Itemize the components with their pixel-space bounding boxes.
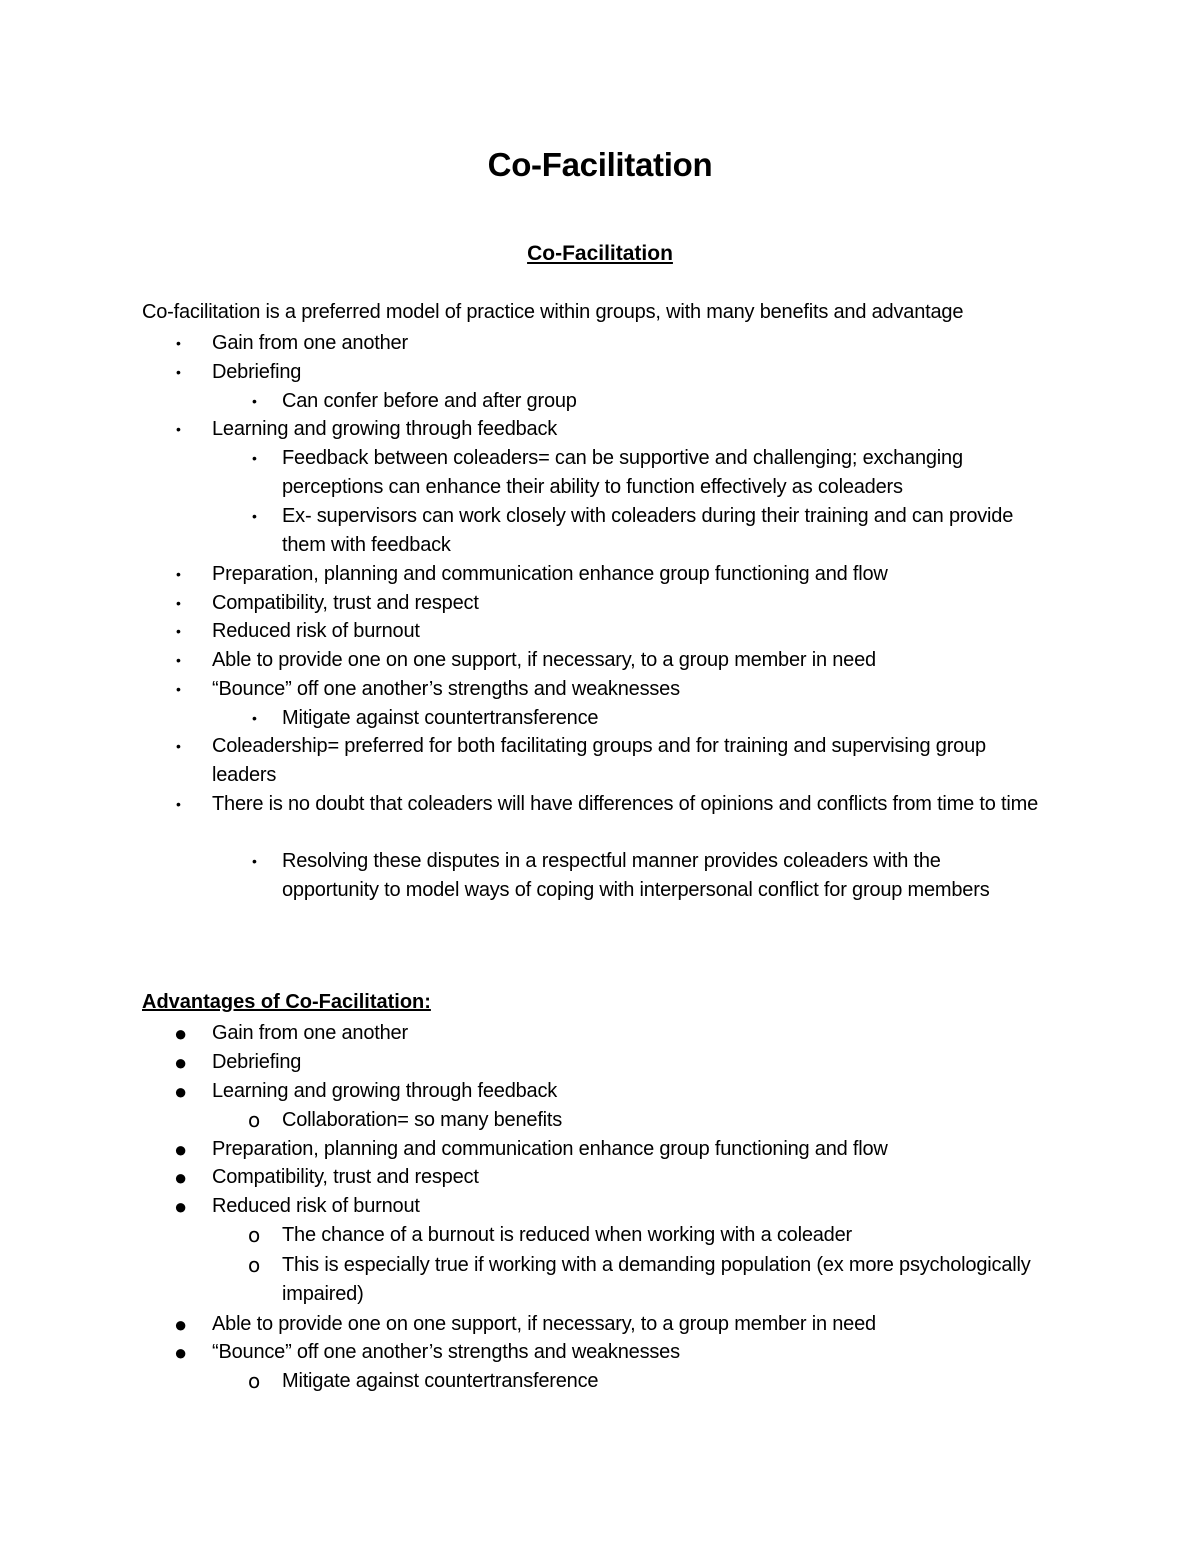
bullet-icon: ● <box>174 1050 188 1075</box>
list-item: • Mitigate against countertransference <box>282 704 1042 733</box>
bullet-icon: • <box>176 566 181 582</box>
bullet-icon: o <box>248 1108 261 1132</box>
list-item: • Learning and growing through feedback <box>212 415 1042 444</box>
list-item: • Can confer before and after group <box>282 387 1042 416</box>
bullet-icon: • <box>252 710 257 726</box>
list-item: • “Bounce” off one another’s strengths and weaknesses <box>212 675 1042 704</box>
section-heading: Co-Facilitation <box>527 242 673 265</box>
list-item: o The chance of a burnout is reduced when working with a coleader <box>282 1221 1042 1250</box>
list-item: • Debriefing <box>212 358 1042 387</box>
list-item: • There is no doubt that coleaders will have differences of opinions and conflicts from time to time <box>212 790 1042 819</box>
list-item: • Preparation, planning and communication enhance group functioning and flow <box>212 560 1042 589</box>
list-item: • Reduced risk of burnout <box>212 617 1042 646</box>
bullet-icon: • <box>176 364 181 380</box>
list-item: • Able to provide one on one support, if necessary, to a group member in need <box>212 646 1042 675</box>
bullet-icon: • <box>252 508 257 524</box>
bullet-icon: • <box>252 450 257 466</box>
bullet-icon: • <box>176 421 181 437</box>
bullet-icon: • <box>176 335 181 351</box>
list-item: ● Learning and growing through feedback <box>174 1079 558 1104</box>
bullet-icon: • <box>176 623 181 639</box>
bullet-icon: ● <box>174 1194 188 1219</box>
bullet-icon: • <box>252 853 257 869</box>
bullet-icon: ● <box>174 1079 188 1104</box>
list-item: ● “Bounce” off one another’s strengths and weaknesses <box>174 1340 680 1365</box>
list-item: ● Compatibility, trust and respect <box>174 1165 479 1190</box>
bullet-icon: ● <box>174 1021 188 1046</box>
list-item: ● Debriefing <box>174 1050 302 1075</box>
bullet-icon: • <box>176 738 181 754</box>
list-item: • Resolving these disputes in a respectful manner provides coleaders with the opportunity to model ways of coping with interpersonal conflict for group members <box>282 847 1042 905</box>
bullet-icon: • <box>176 652 181 668</box>
list-item: • Gain from one another <box>212 329 1042 358</box>
list-item: o Mitigate against countertransference <box>282 1367 1042 1396</box>
bullet-icon: • <box>176 595 181 611</box>
list-item: ● Reduced risk of burnout <box>174 1194 420 1219</box>
bullet-icon: ● <box>174 1165 188 1190</box>
bullet-icon: ● <box>174 1340 188 1365</box>
bullet-icon: • <box>176 681 181 697</box>
bullet-icon: • <box>176 796 181 812</box>
bullet-icon: ● <box>174 1312 188 1337</box>
list-item: ● Able to provide one on one support, if necessary, to a group member in need <box>174 1312 876 1337</box>
bullet-icon: o <box>248 1223 261 1247</box>
document-title: Co-Facilitation <box>487 146 713 183</box>
list-item: o This is especially true if working with a demanding population (ex more psychologically impaired) <box>248 1253 1031 1305</box>
list-item: • Coleadership= preferred for both facilitating groups and for training and supervising group leaders <box>212 732 1042 790</box>
list-item: • Compatibility, trust and respect <box>212 589 1042 618</box>
bullet-icon: • <box>252 393 257 409</box>
list-item: o Collaboration= so many benefits <box>282 1106 1042 1135</box>
intro-paragraph: Co-facilitation is a preferred model of practice within groups, with many benefits and advantage <box>142 301 964 323</box>
list-item: • Ex- supervisors can work closely with coleaders during their training and can provide them with feedback <box>282 502 1042 560</box>
advantages-heading: Advantages of Co-Facilitation: <box>142 991 431 1013</box>
bullet-icon: o <box>248 1369 261 1393</box>
list-item: ● Preparation, planning and communication enhance group functioning and flow <box>174 1137 888 1162</box>
list-item: • Feedback between coleaders= can be supportive and challenging; exchanging perceptions can enhance their ability to function effectively as coleaders <box>282 444 1042 502</box>
bullet-icon: ● <box>174 1137 188 1162</box>
bullet-icon: o <box>248 1253 261 1277</box>
list-item: ● Gain from one another <box>174 1021 408 1046</box>
